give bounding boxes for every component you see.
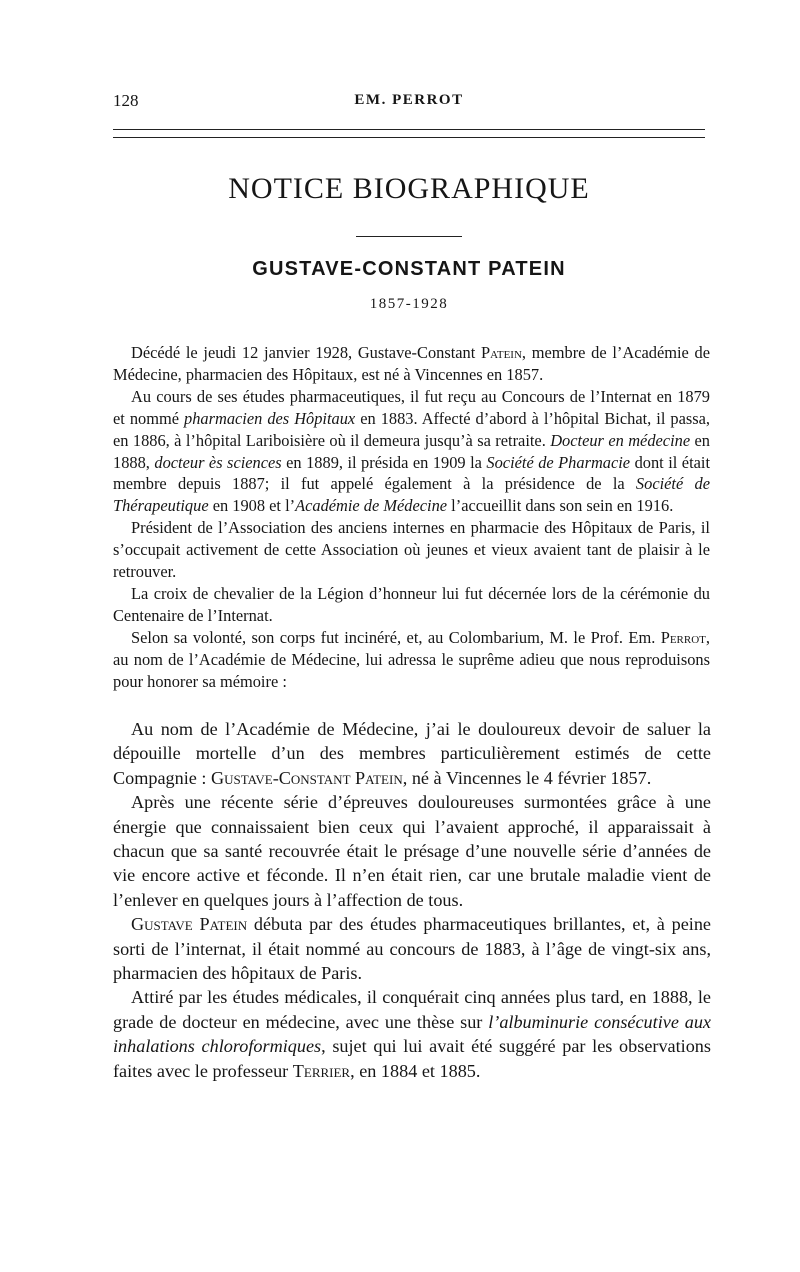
text-run: , membre de l’Académie de Médecine, pharmacien des Hôpitaux, est né à Vincennes en 1857.: [113, 343, 710, 384]
text-run: Attiré par les études médicales, il conquérait cinq années plus tard, en 1888, le grade de docteur en médecine, avec une thèse sur: [113, 987, 711, 1032]
italic-text: docteur ès sciences: [154, 452, 282, 472]
eulogy-speech: [113, 717, 711, 1083]
speech-paragraph: [113, 717, 711, 790]
text-run: Après une récente série d’épreuves douloureuses surmontées grâce à une énergie que connaissaient bien ceux qui l’avaient approché, il apparaissait à chacun que sa santé recouvrée était le présage d’une nouvelle série d’années de vie encore active et féconde. Il n’en était rien, car une brutale maladie vient de l’enlever en quelques jours à l’affection de tous.: [113, 792, 711, 910]
small-caps-name: Gustave Patein: [131, 914, 248, 935]
text-run: dont il était membre depuis 1887; il fut appelé également à la présidence de la: [113, 452, 710, 494]
subject-name: GUSTAVE-CONSTANT PATEIN: [252, 258, 566, 280]
text-run: l’accueillit dans son sein en 1916.: [447, 496, 674, 516]
header-rule-bottom: [113, 137, 705, 138]
text-run: , au nom de l’Académie de Médecine, lui adressa le suprême adieu que nous reproduisons pour honorer sa mémoire :: [113, 627, 710, 691]
small-caps-name: Patein: [481, 343, 522, 362]
italic-text: l’albuminurie consécutive aux inhalations chloroformiques: [113, 1011, 711, 1057]
speech-paragraph: [113, 985, 711, 1083]
intro-paragraph: [113, 342, 710, 386]
intro-paragraph: [113, 583, 710, 627]
header-rule-top: [113, 129, 705, 130]
text-run: Au nom de l’Académie de Médecine, j’ai le douloureux devoir de saluer la dépouille mortelle d’un des membres particulièrement estimés de cette Compagnie :: [113, 719, 711, 788]
text-run: , sujet qui lui avait été suggéré par les observations faites avec le professeur: [113, 1036, 711, 1081]
page-header: [113, 91, 705, 113]
small-caps-name: Perrot: [660, 627, 706, 647]
text-run: , né à Vincennes le 4 février 1857.: [402, 767, 652, 788]
speech-paragraph: [113, 790, 711, 912]
text-run: en 1888,: [113, 430, 710, 472]
subject-dates: 1857-1928: [369, 296, 449, 312]
text-run: , en 1884 et 1885.: [350, 1060, 481, 1081]
small-caps-name: Gustave-Constant Patein: [211, 767, 403, 788]
italic-text: Académie de Médecine: [295, 496, 448, 516]
notice-intro: [113, 342, 710, 693]
text-run: Décédé le jeudi 12 janvier 1928, Gustave-Constant: [131, 343, 482, 362]
text-run: en 1889, il présida en 1909 la: [281, 452, 487, 472]
text-run: Selon sa volonté, son corps fut incinéré, et, au Colombarium, M. le Prof. Em.: [131, 627, 661, 647]
text-run: Président de l’Association des anciens internes en pharmacie des Hôpitaux de Paris, il s’occupait activement de cette Association où jeunes et vieux avaient tant de plaisir à le retrouver.: [113, 518, 710, 582]
italic-text: Société de Pharmacie: [486, 452, 631, 472]
page-number: 128: [113, 91, 139, 110]
italic-text: pharmacien des Hôpitaux: [184, 408, 356, 428]
intro-paragraph: [113, 627, 710, 693]
intro-paragraph: [113, 517, 710, 583]
italic-text: Docteur en médecine: [550, 430, 691, 450]
intro-paragraph: [113, 386, 710, 517]
speech-paragraph: [113, 912, 711, 985]
notice-title: NOTICE BIOGRAPHIQUE: [228, 172, 590, 205]
text-run: Au cours de ses études pharmaceutiques, il fut reçu au Concours de l’Internat en 1879 et nommé: [113, 386, 710, 428]
text-run: débuta par des études pharmaceutiques brillantes, et, à peine sorti de l’internat, il était nommé au concours de 1883, à l’âge de vingt-six ans, pharmacien des hôpitaux de Paris.: [113, 914, 711, 984]
text-run: en 1908 et l’: [208, 496, 296, 516]
italic-text: Société de Thérapeutique: [113, 474, 710, 516]
small-caps-name: Terrier: [292, 1060, 351, 1081]
running-head: EM. PERROT: [354, 92, 464, 108]
title-rule: [356, 236, 462, 237]
text-run: en 1883. Affecté d’abord à l’hôpital Bichat, il passa, en 1886, à l’hôpital Lariboisière où il demeura jusqu’à sa retraite.: [113, 408, 710, 450]
text-run: La croix de chevalier de la Légion d’honneur lui fut décernée lors de la cérémonie du Centenaire de l’Internat.: [113, 583, 710, 625]
